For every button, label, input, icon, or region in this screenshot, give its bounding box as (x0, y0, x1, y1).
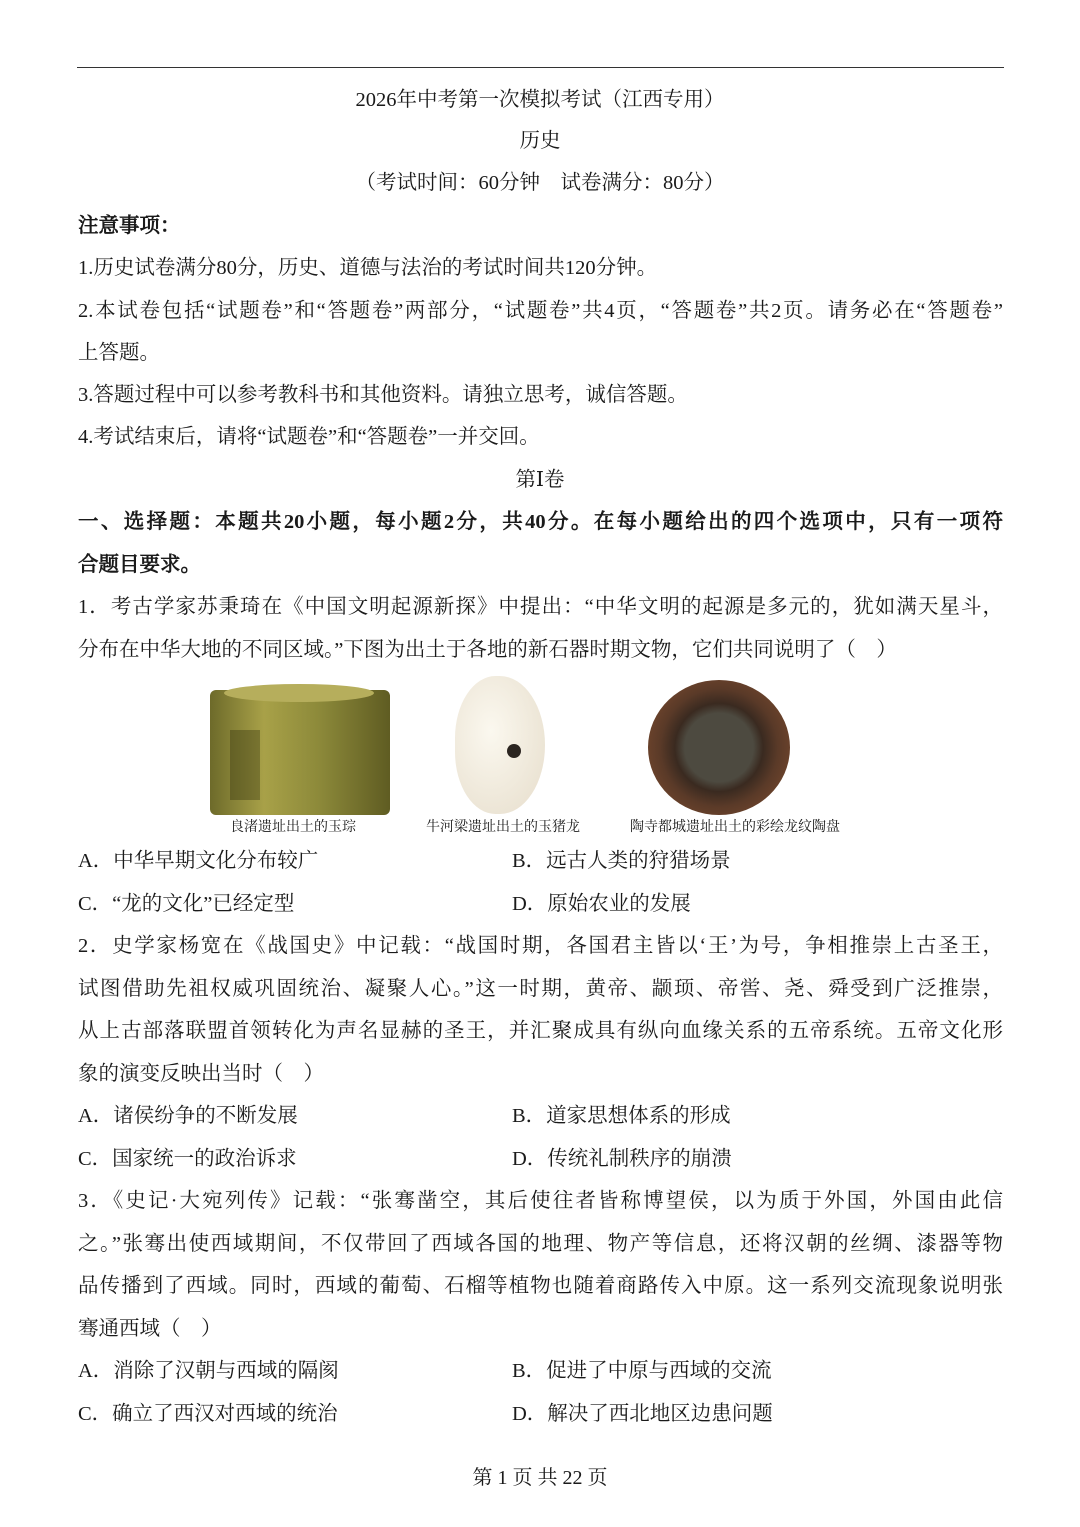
subject-title: 历史 (519, 130, 561, 152)
option-a: A．诸侯纷争的不断发展 (78, 1105, 298, 1127)
option-c: C．确立了西汉对西域的统治 (78, 1403, 338, 1425)
question-2-line: 从上古部落联盟首领转化为声名显赫的圣王，并汇聚成具有纵向血缘关系的五帝系统。五帝文化形 (78, 1020, 1003, 1042)
question-2-line: 2．史学家杨宽在《战国史》中记载：“战国时期，各国君主皆以‘王’为号，争相推崇上古圣王， (78, 935, 1003, 957)
jade-cong-image (210, 690, 390, 815)
exam-title: 2026年中考第一次模拟考试（江西专用） (355, 89, 725, 111)
notice-line: 1.历史试卷满分80分，历史、道德与法治的考试时间共120分钟。 (78, 257, 658, 279)
notice-line: 2.本试卷包括“试题卷”和“答题卷”两部分，“试题卷”共4页，“答题卷”共2页。请务必在“答题卷” (78, 300, 1003, 322)
image-caption: 牛河梁遗址出土的玉猪龙 (426, 818, 580, 834)
option-b: B．道家思想体系的形成 (512, 1105, 731, 1127)
question-2-line: 象的演变反映出当时（ ） (78, 1063, 324, 1085)
option-d: D．传统礼制秩序的崩溃 (512, 1148, 732, 1170)
image-caption: 良渚遗址出土的玉琮 (230, 818, 356, 834)
question-3-line: 骞通西域（ ） (78, 1318, 222, 1340)
section-instruction: 一、选择题：本题共20小题，每小题2分，共40分。在每小题给出的四个选项中，只有一项符 (78, 511, 1003, 533)
option-b: B．远古人类的狩猎场景 (512, 850, 731, 872)
notice-line: 4.考试结束后，请将“试题卷”和“答题卷”一并交回。 (78, 426, 540, 448)
section-label: 第Ⅰ卷 (515, 469, 565, 491)
question-1-line: 分布在中华大地的不同区域。”下图为出土于各地的新石器时期文物，它们共同说明了（ ） (78, 639, 897, 661)
option-a: A．消除了汉朝与西域的隔阂 (78, 1360, 339, 1382)
image-caption: 陶寺都城遗址出土的彩绘龙纹陶盘 (630, 818, 840, 834)
page-footer: 第 1 页 共 22 页 (472, 1467, 608, 1489)
jade-pig-dragon-image (455, 676, 545, 814)
question-3-line: 3．《史记·大宛列传》记载：“张骞凿空，其后使往者皆称博望侯，以为质于外国，外国由此信 (78, 1190, 1003, 1212)
option-a: A．中华早期文化分布较广 (78, 850, 319, 872)
exam-info: （考试时间：60分钟 试卷满分：80分） (355, 172, 725, 194)
option-c: C．“龙的文化”已经定型 (78, 893, 295, 915)
question-2-line: 试图借助先祖权威巩固统治、凝聚人心。”这一时期，黄帝、颛顼、帝喾、尧、舜受到广泛推崇， (78, 978, 1003, 1000)
option-d: D．原始农业的发展 (512, 893, 691, 915)
notice-heading: 注意事项： (78, 215, 181, 237)
notice-line: 上答题。 (78, 342, 160, 364)
notice-line: 3.答题过程中可以参考教科书和其他资料。请独立思考，诚信答题。 (78, 384, 688, 406)
question-3-line: 之。”张骞出使西域期间，不仅带回了西域各国的地理、物产等信息，还将汉朝的丝绸、漆器等物 (78, 1233, 1003, 1255)
question-1-line: 1．考古学家苏秉琦在《中国文明起源新探》中提出：“中华文明的起源是多元的，犹如满天星斗， (78, 596, 1003, 618)
header-rule (77, 67, 1004, 68)
question-3-line: 品传播到了西域。同时，西域的葡萄、石榴等植物也随着商路传入中原。这一系列交流现象说明张 (78, 1275, 1003, 1297)
option-c: C．国家统一的政治诉求 (78, 1148, 297, 1170)
painted-dragon-plate-image (648, 680, 790, 815)
option-d: D．解决了西北地区边患问题 (512, 1403, 773, 1425)
option-b: B．促进了中原与西域的交流 (512, 1360, 772, 1382)
section-instruction: 合题目要求。 (78, 554, 201, 576)
